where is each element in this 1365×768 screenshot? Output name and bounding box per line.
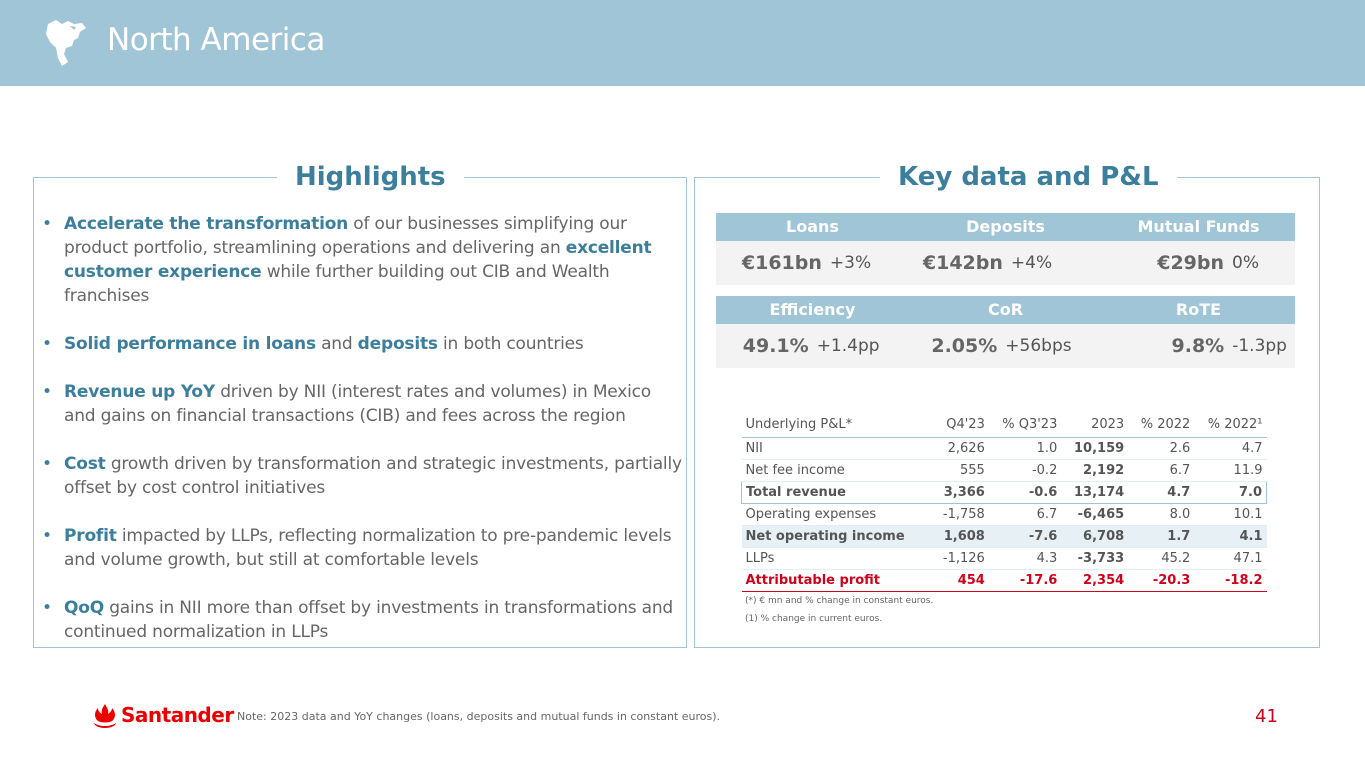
highlight-item — [40, 452, 682, 500]
mutual-funds-metric — [1078, 241, 1295, 285]
highlight-text: while further building out CIB and Wealth franchises — [64, 262, 610, 306]
highlight-emphasis: excellent customer experience — [64, 238, 652, 282]
pl-header-q4: Q4'23 — [932, 413, 989, 437]
footer-note: Note: 2023 data and YoY changes (loans, deposits and mutual funds in constant euros). — [237, 710, 721, 723]
pl-cell: -17.6 — [989, 569, 1062, 591]
deposits-value: €142bn — [922, 252, 1003, 274]
mutual-funds-value: €29bn — [1157, 252, 1225, 274]
loans-change: +3% — [829, 253, 872, 273]
key-data-row-volumes — [716, 213, 1295, 285]
north-america-map-icon — [44, 18, 88, 68]
key-data-title: Key data and P&L — [880, 160, 1177, 194]
bullet-dot-icon: • — [42, 526, 52, 546]
pl-cell: -1,126 — [932, 547, 989, 569]
highlight-emphasis: Solid performance in loans — [64, 334, 316, 354]
cor-value: 2.05% — [931, 335, 998, 357]
pl-cell: -20.3 — [1128, 569, 1194, 591]
pl-cell: -18.2 — [1194, 569, 1266, 591]
rote-change: -1.3pp — [1232, 336, 1287, 356]
pl-cell: 7.0 — [1194, 481, 1266, 503]
pl-cell: -3,733 — [1061, 547, 1128, 569]
pl-cell: 45.2 — [1128, 547, 1194, 569]
pl-header-2023: 2023 — [1061, 413, 1128, 437]
pl-cell: 6.7 — [1128, 459, 1194, 481]
pl-cell: 555 — [932, 459, 989, 481]
highlight-text: gains in NII more than offset by investments in transformations and continued normalization in LLPs — [64, 598, 674, 642]
rote-metric — [1097, 324, 1295, 368]
mutual-funds-change: 0% — [1232, 253, 1259, 273]
bullet-dot-icon: • — [42, 334, 52, 354]
highlight-item — [40, 212, 682, 308]
pl-table — [741, 413, 1267, 592]
efficiency-value: 49.1% — [742, 335, 809, 357]
pl-cell: 10.1 — [1194, 503, 1266, 525]
cor-metric — [906, 324, 1096, 368]
pl-cell: 4.7 — [1128, 481, 1194, 503]
pl-cell: -6,465 — [1061, 503, 1128, 525]
pl-cell: 13,174 — [1061, 481, 1128, 503]
pl-cell: 4.7 — [1194, 437, 1266, 459]
pl-row-label: Total revenue — [742, 481, 932, 503]
pl-cell: 2.6 — [1128, 437, 1194, 459]
pl-row — [742, 437, 1267, 459]
highlight-text: impacted by LLPs, reflecting normalization to pre-pandemic levels and volume growth, but still at comfortable levels — [64, 526, 672, 570]
pl-cell: -7.6 — [989, 525, 1062, 547]
page-number: 41 — [1255, 706, 1278, 727]
pl-cell: 11.9 — [1194, 459, 1266, 481]
pl-cell: 6,708 — [1061, 525, 1128, 547]
deposits-label: Deposits — [966, 217, 1045, 236]
bullet-dot-icon: • — [42, 214, 52, 234]
pl-cell: -0.2 — [989, 459, 1062, 481]
page-title: North America — [107, 22, 325, 58]
pl-cell: 6.7 — [989, 503, 1062, 525]
pl-cell: 1.0 — [989, 437, 1062, 459]
pl-row — [742, 547, 1267, 569]
pl-cell: 10,159 — [1061, 437, 1128, 459]
bullet-dot-icon: • — [42, 382, 52, 402]
pl-row-label: Net fee income — [742, 459, 932, 481]
pl-cell: 2,626 — [932, 437, 989, 459]
highlight-emphasis: Accelerate the transformation — [64, 214, 349, 234]
highlight-item — [40, 524, 682, 572]
pl-cell: 454 — [932, 569, 989, 591]
pl-cell: 1.7 — [1128, 525, 1194, 547]
pl-row-label: Operating expenses — [742, 503, 932, 525]
pl-row — [742, 481, 1267, 503]
highlights-list — [40, 212, 682, 668]
pl-header-label: Underlying P&L* — [742, 413, 932, 437]
highlight-text: and — [315, 334, 358, 354]
pl-cell: -1,758 — [932, 503, 989, 525]
highlight-text: driven by NII (interest rates and volumes) in Mexico and gains on financial transactions (CIB) and fees across the region — [64, 382, 651, 426]
header-bar — [0, 0, 1365, 86]
efficiency-label: Efficiency — [769, 300, 856, 319]
highlight-emphasis: Profit — [64, 526, 117, 546]
highlight-item — [40, 380, 682, 428]
pl-header-row — [742, 413, 1267, 437]
pl-cell: 8.0 — [1128, 503, 1194, 525]
pl-row-label: NII — [742, 437, 932, 459]
pl-row — [742, 569, 1267, 591]
pl-cell: -0.6 — [989, 481, 1062, 503]
highlight-text: growth driven by transformation and strategic investments, partially offset by cost control initiatives — [64, 454, 682, 498]
pl-cell: 3,366 — [932, 481, 989, 503]
bullet-dot-icon: • — [42, 454, 52, 474]
pl-row-label: Net operating income — [742, 525, 932, 547]
pl-cell: 1,608 — [932, 525, 989, 547]
santander-wordmark: Santander — [121, 703, 234, 727]
highlight-item — [40, 332, 682, 356]
cor-change: +56bps — [1005, 336, 1072, 356]
pl-cell: 2,192 — [1061, 459, 1128, 481]
santander-logo — [92, 702, 234, 728]
rote-value: 9.8% — [1171, 335, 1225, 357]
highlight-emphasis: QoQ — [64, 598, 104, 618]
loans-label: Loans — [786, 217, 839, 236]
efficiency-change: +1.4pp — [816, 336, 880, 356]
pl-header-2022-current-change: % 2022¹ — [1194, 413, 1266, 437]
cor-label: CoR — [987, 300, 1024, 319]
pl-cell: 2,354 — [1061, 569, 1128, 591]
pl-row — [742, 525, 1267, 547]
highlight-emphasis: Cost — [64, 454, 106, 474]
pl-cell: 4.3 — [989, 547, 1062, 569]
deposits-metric — [897, 241, 1078, 285]
pl-row-label: Attributable profit — [742, 569, 932, 591]
pl-header-2022-change: % 2022 — [1128, 413, 1194, 437]
highlight-emphasis: Revenue up YoY — [64, 382, 216, 402]
highlight-item — [40, 596, 682, 644]
pl-footnote-constant: (*) € mn and % change in constant euros. — [745, 596, 934, 606]
deposits-change: +4% — [1010, 253, 1053, 273]
pl-footnote-current: (1) % change in current euros. — [745, 614, 883, 624]
highlight-emphasis: deposits — [357, 334, 438, 354]
pl-cell: 47.1 — [1194, 547, 1266, 569]
efficiency-metric — [716, 324, 906, 368]
pl-header-q3-change: % Q3'23 — [989, 413, 1062, 437]
pl-row — [742, 503, 1267, 525]
key-data-row-ratios — [716, 296, 1295, 368]
pl-row — [742, 459, 1267, 481]
loans-value: €161bn — [741, 252, 822, 274]
highlight-text: of our businesses simplifying our product portfolio, streamlining operations and delivering an — [64, 214, 627, 258]
rote-label: RoTE — [1175, 300, 1222, 319]
highlights-title: Highlights — [277, 160, 464, 194]
mutual-funds-label: Mutual Funds — [1137, 217, 1260, 236]
highlight-text: in both countries — [437, 334, 584, 354]
santander-flame-icon — [92, 702, 118, 728]
pl-cell: 4.1 — [1194, 525, 1266, 547]
loans-metric — [716, 241, 897, 285]
bullet-dot-icon: • — [42, 598, 52, 618]
pl-row-label: LLPs — [742, 547, 932, 569]
